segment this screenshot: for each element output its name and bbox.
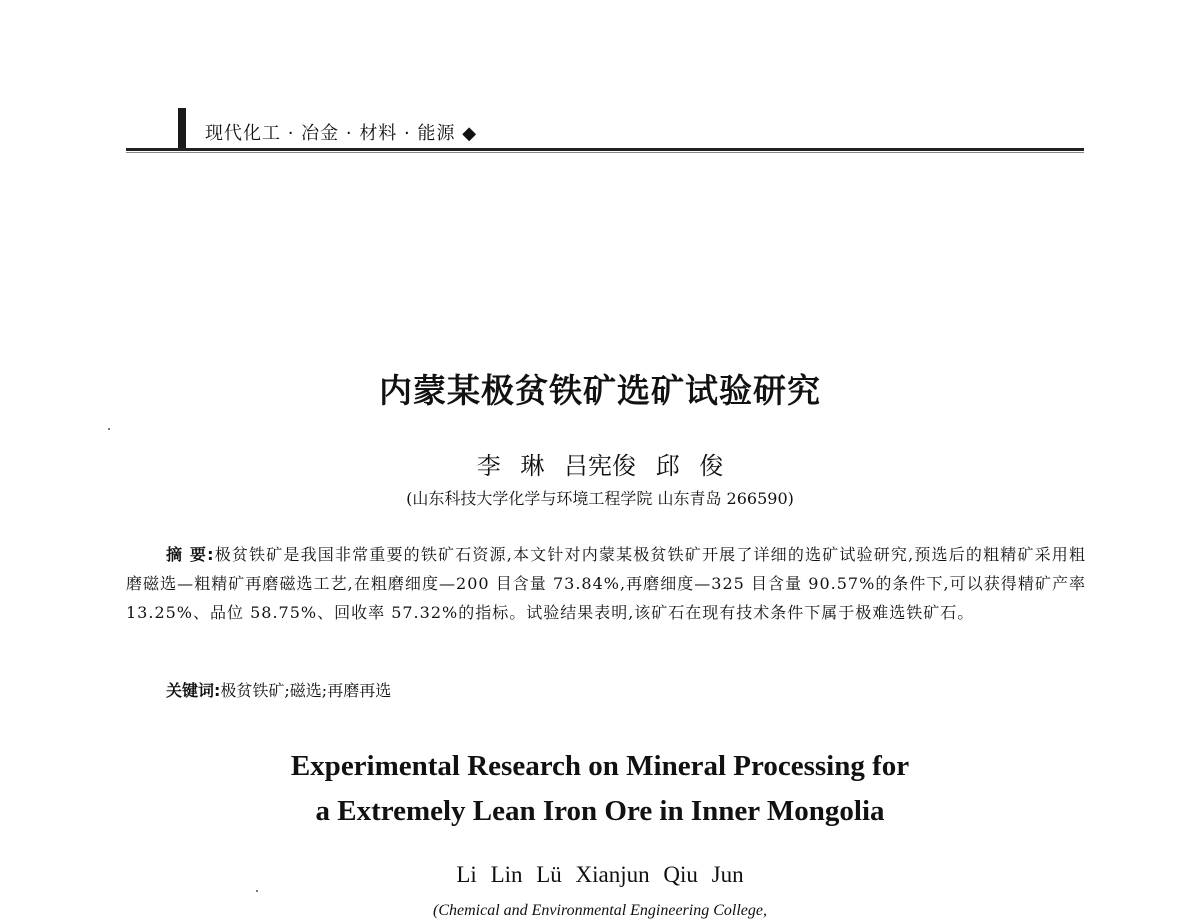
affiliation-chinese: (山东科技大学化学与环境工程学院 山东青岛 266590) (406, 489, 794, 508)
title-english-line-2: a Extremely Lean Iron Ore in Inner Mongolia (315, 795, 885, 827)
abstract-label: 摘 要: (166, 545, 215, 564)
abstract-text: 极贫铁矿是我国非常重要的铁矿石资源,本文针对内蒙某极贫铁矿开展了详细的选矿试验研究,预选后的粗精矿采用粗磨磁选—粗精矿再磨磁选工艺,在粗磨细度—200 目含量 73.84%,再磨细度—325 目含量 90.57%的条件下,可以获得精矿产率 13.25%、品位 58.75%、回收率 57.32%的指标。试验结果表明,该矿石在现有技术条件下属于极难选铁矿石。 (126, 545, 1086, 622)
header-rule (126, 148, 1084, 151)
header-marker-bar (178, 108, 186, 150)
title-english-line-1: Experimental Research on Mineral Processing for (290, 750, 910, 782)
abstract-chinese (126, 540, 1086, 627)
journal-header: 现代化工 · 冶金 · 材料 · 能源 ◆ (205, 123, 478, 144)
title-english (0, 744, 1200, 834)
scan-speck (256, 890, 258, 892)
keywords-text: 极贫铁矿;磁选;再磨再选 (220, 681, 392, 700)
header-rule-thin (126, 152, 1084, 153)
authors-english: Li Lin Lü Xianjun Qiu Jun (456, 862, 744, 887)
title-chinese: 内蒙某极贫铁矿选矿试验研究 (379, 371, 821, 410)
affiliation-english: (Chemical and Environmental Engineering College, (432, 902, 767, 919)
keywords-label: 关键词: (166, 681, 221, 700)
authors-chinese: 李 琳 吕宪俊 邱 俊 (476, 452, 724, 480)
scan-speck (108, 428, 110, 430)
keywords-chinese (166, 678, 391, 701)
